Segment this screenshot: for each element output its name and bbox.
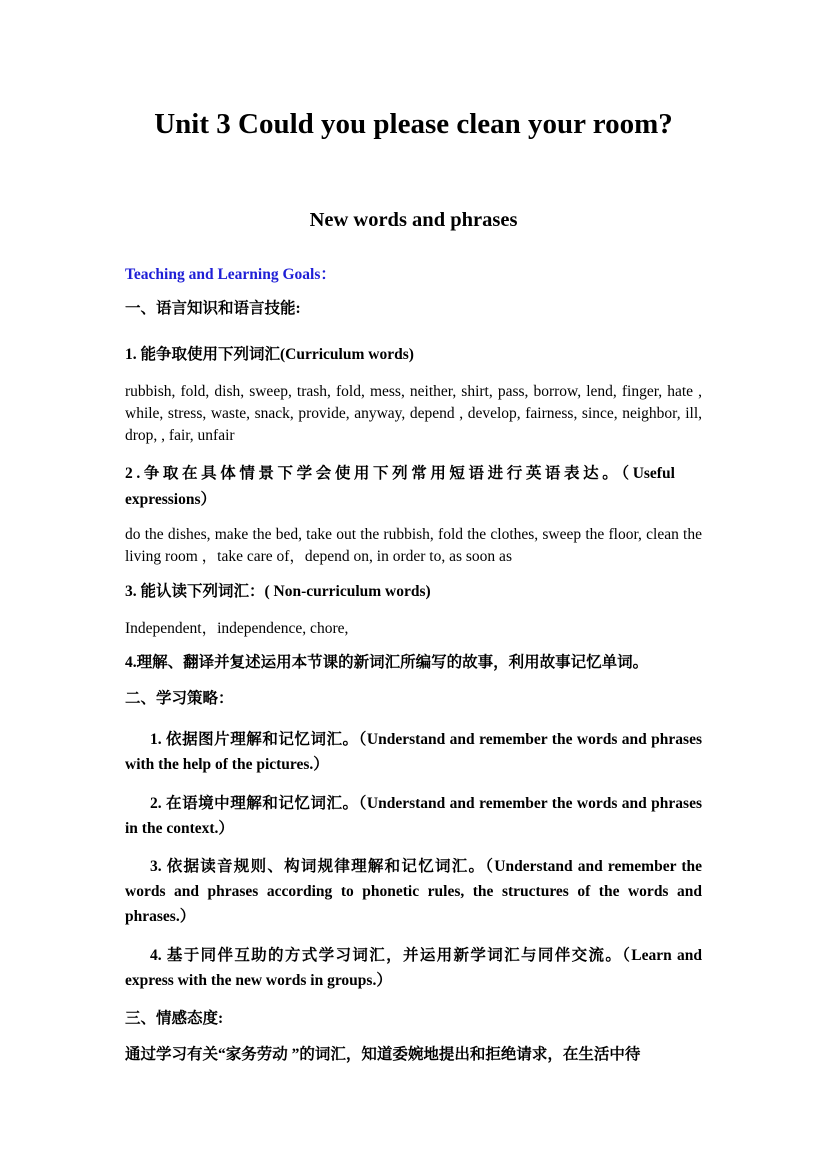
strategy-item: 1. 依据图片理解和记忆词汇。（Understand and remember the words and phrases with the help of the pictures.）: [125, 731, 702, 773]
section1-heading: 一、语言知识和语言技能:: [125, 300, 301, 317]
page-title: Unit 3 Could you please clean your room?: [154, 108, 673, 140]
strategy-item: 3. 依据读音规则、构词规律理解和记忆词汇。（Understand and remember the words and phrases according to phonetic rules, the structures of the words and phrases.）: [125, 858, 702, 925]
item2-heading: [125, 461, 702, 513]
strategy-item: 4. 基于同伴互助的方式学习词汇，并运用新学词汇与同伴交流。（Learn and express with the new words in groups.）: [125, 947, 702, 989]
section3-text: 通过学习有关“家务劳动 ”的词汇，知道委婉地提出和拒绝请求，在生活中待: [125, 1046, 641, 1063]
item4-text: 4.理解、翻译并复述运用本节课的新词汇所编写的故事，利用故事记忆单词。: [125, 654, 649, 671]
section3-heading: 三、情感态度:: [125, 1010, 224, 1027]
goals-heading: Teaching and Learning Goals：: [125, 266, 336, 283]
item3-heading: 3. 能认读下列词汇：( Non-curriculum words): [125, 583, 431, 600]
item1-heading: 1. 能争取使用下列词汇(Curriculum words): [125, 346, 414, 363]
useful-expressions: do the dishes, make the bed, take out the rubbish, fold the clothes, sweep the floor, clean the living room ，take care of，depend on, in order to, as soon as: [125, 526, 702, 565]
item2-heading-cn: 2.争取在具体情景下学会使用下列常用短语进行英语表达。（: [125, 465, 633, 482]
page-subtitle: New words and phrases: [309, 209, 518, 231]
curriculum-words: rubbish, fold, dish, sweep, trash, fold, mess, neither, shirt, pass, borrow, lend, finger, hate , while, stress, waste, snack, provide, anyway, depend , develop, fairness, since, neighbor, ill, drop, , fair, unfair: [125, 383, 702, 444]
section2-heading: 二、学习策略：: [125, 690, 234, 707]
non-curriculum-words: Independent，independence, chore,: [125, 620, 349, 637]
item2-heading-en: Useful expressions）: [125, 465, 675, 508]
strategy-item: 2. 在语境中理解和记忆词汇。（Understand and remember the words and phrases in the context.）: [125, 795, 702, 837]
